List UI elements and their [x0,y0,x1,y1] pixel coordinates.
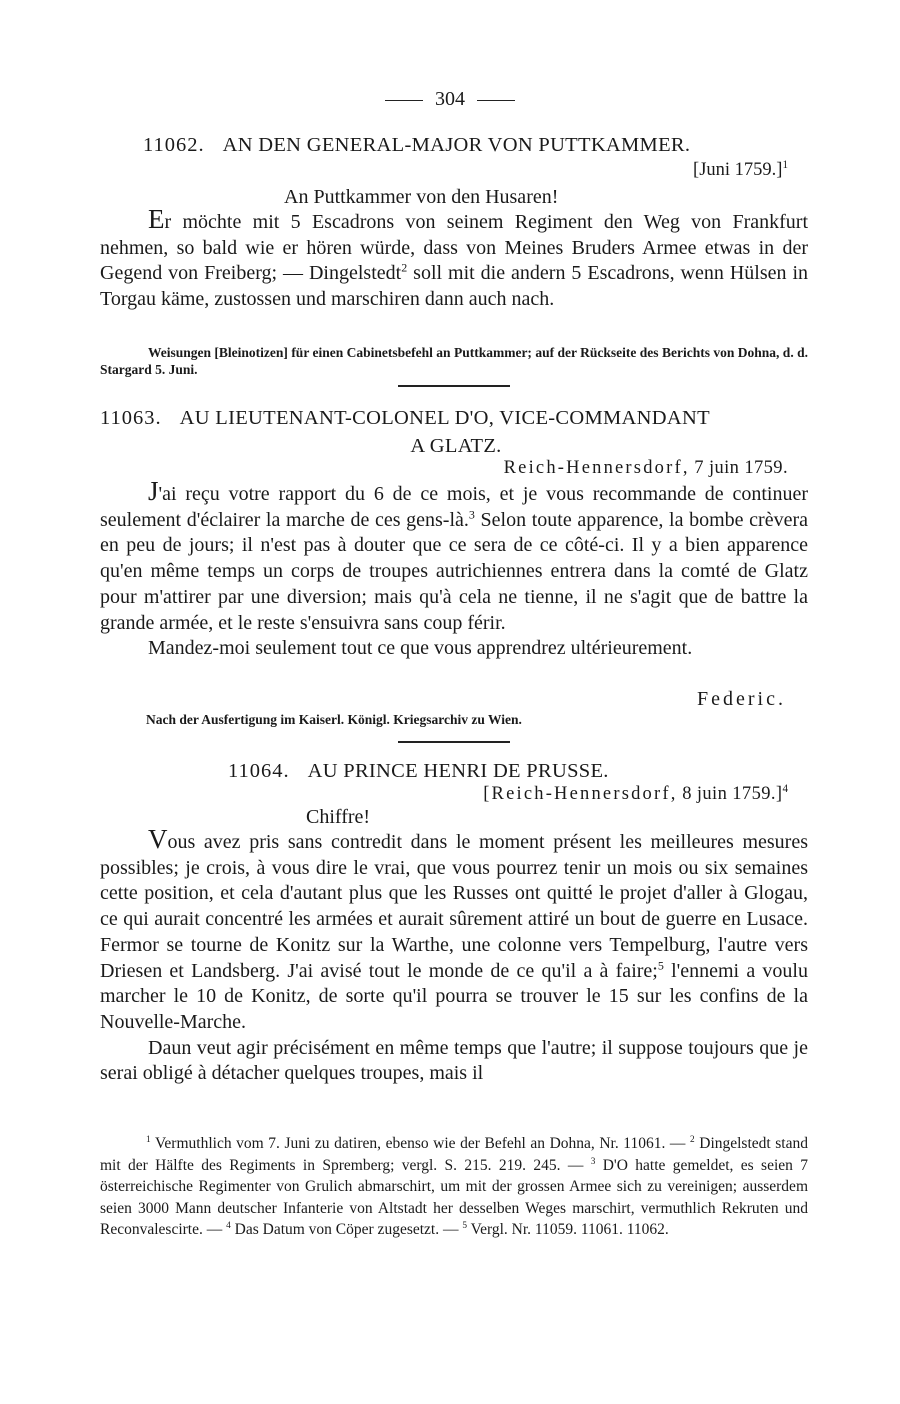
letter-11063-source: Nach der Ausfertigung im Kaiserl. Königl. Kriegsarchiv zu Wien. [146,712,522,727]
letter-11064-date [483,784,788,805]
letter-title: AU PRINCE HENRI DE PRUSSE. [307,760,609,782]
footnote-marker-1: 1 [146,1134,151,1145]
date: 8 juin 1759.] [682,784,783,804]
letter-number: 11064. [228,760,290,782]
footnote-ref-4: 4 [782,782,788,795]
footnote-marker-5: 5 [462,1220,468,1231]
initial-letter: V [148,824,168,854]
place: [Reich-Hennersdorf, [483,784,678,804]
page-number-dash-left [385,100,423,101]
section-divider [398,385,510,387]
letter-number: 11063. [100,407,162,429]
initial-letter: J [148,476,159,506]
letter-11063-heading [100,404,812,460]
letter-11062-body [100,204,808,313]
letter-11063-body [100,476,808,662]
letter-title: AN DEN GENERAL-MAJOR VON PUTTKAMMER. [222,134,691,156]
letter-11063-paragraph-1: J'ai reçu votre rapport du 6 de ce mois, et je vous recommande de continuer seulement d'éclairer la marche de ces gens-là.$^3$ Selon toute apparence, la bombe crèvera en peu de jours; il n'est pas à douter que ce sera de ce côté-ci. Il y a bien apparence qu'en même temps un corps de troupes autrichiennes entrera dans la comté de Glatz pour m'attirer par une diversion; mais qu'à cela ne tienne, il ne s'agit que de battre la grande armée, et le reste s'ensuivra sans coup férir. [100,476,808,634]
letter-11062-date: [Juni 1759.]$^1$ [693,158,788,180]
footnote-marker-2: 2 [690,1134,695,1145]
letter-11062-source: Weisungen [Bleinotizen] für einen Cabinetsbefehl an Puttkammer; auf der Rückseite des Berichts von Dohna, d. d. Stargard 5. Juni. [100,345,808,377]
footnote-block: $^1$ Vermuthlich vom 7. Juni zu datiren, ebenso wie der Befehl an Dohna, Nr. 11061. — $^2$ Dingelstedt stand mit der Hälfte des Regiments in Spremberg; vergl. S. 215. 219. 245. — $^3$ D'O hatte gemeldet, es seien 7 österreichische Regimenter von Grulich abmarschirt, um mit der grossen Armee sich zu vereinigen; ausserdem seien 3000 Mann deutscher Infanterie von Altstadt her desselben Weges marschirt, vermuthlich Rekruten und Reconvalescirte. — $^4$ Das Datum von Cöper zugesetzt. — $^5$ Vergl. Nr. 11059. 11061. 11062. [100,1134,808,1238]
letter-number: 11062. [143,134,205,156]
letter-title-line2: A GLATZ. [410,435,502,457]
letter-11064-body [100,824,808,1087]
letter-11064-intro: Chiffre! [306,806,371,828]
footnote-ref-1: 1 [782,158,788,171]
letter-11062-paragraph: Er möchte mit 5 Escadrons von seinem Regiment den Weg von Frankfurt nehmen, so bald wie er hören würde, dass von Meines Bruders Armee etwas in der Gegend von Freiberg; — Dingelstedt$^2$ soll mit die andern 5 Escadrons, wenn Hülsen in Torgau käme, zustossen und marschiren dann auch nach. [100,204,808,311]
letter-11063-signature: Federic. [697,688,786,710]
letter-title-line1: AU LIEUTENANT-COLONEL D'O, VICE-COMMANDANT [179,407,710,429]
letter-11062-intro: An Puttkammer von den Husaren! [284,186,559,208]
letter-11063-paragraph-2: Mandez-moi seulement tout ce que vous apprendrez ultérieurement. [148,637,693,660]
footnote-marker-4: 4 [226,1220,231,1231]
place: Reich-Hennersdorf, [503,458,690,478]
letter-11063-date [504,458,788,479]
letter-11064-paragraph-2: Daun veut agir précisément en même temps que l'autre; il suppose toujours que je serai obligé à détacher quelques troupes, mais il [100,1036,808,1085]
section-divider [398,741,510,743]
page-number-dash-right [477,100,515,101]
initial-letter: E [148,204,165,234]
page-number [0,88,900,111]
footnote-marker-3: 3 [590,1156,596,1167]
page-number-text: 304 [435,88,465,110]
footnote-ref-2: 2 [401,260,408,275]
footnote-ref-3: 3 [468,507,475,522]
footnotes [100,1133,808,1241]
letter-11062-heading [143,131,855,159]
letter-11064-heading [228,757,900,785]
letter-11064-paragraph-1: Vous avez pris sans contredit dans le moment présent les meilleures mesures possibles; je crois, à vous dire le vrai, que vous pourrez tenir un mois ou six semaines cette position, et cela d'autant plus que les Russes ont quitté le projet d'aller à Glogau, ce qui aurait concentré les armées et aurait sûrement attiré un bout de guerre en Lusace. Fermor se tourne de Konitz sur la Warthe, une colonne vers Tempelburg, l'autre vers Driesen et Landsberg. J'ai avisé tout le monde de ce qu'il a à faire;$^5$ l'ennemi a voulu marcher le 10 de Konitz, de sorte qu'il pourra se trouver le 15 sur les confins de la Nouvelle-Marche. [100,824,808,1033]
footnote-ref-5: 5 [657,957,664,972]
date: 7 juin 1759. [694,458,788,478]
